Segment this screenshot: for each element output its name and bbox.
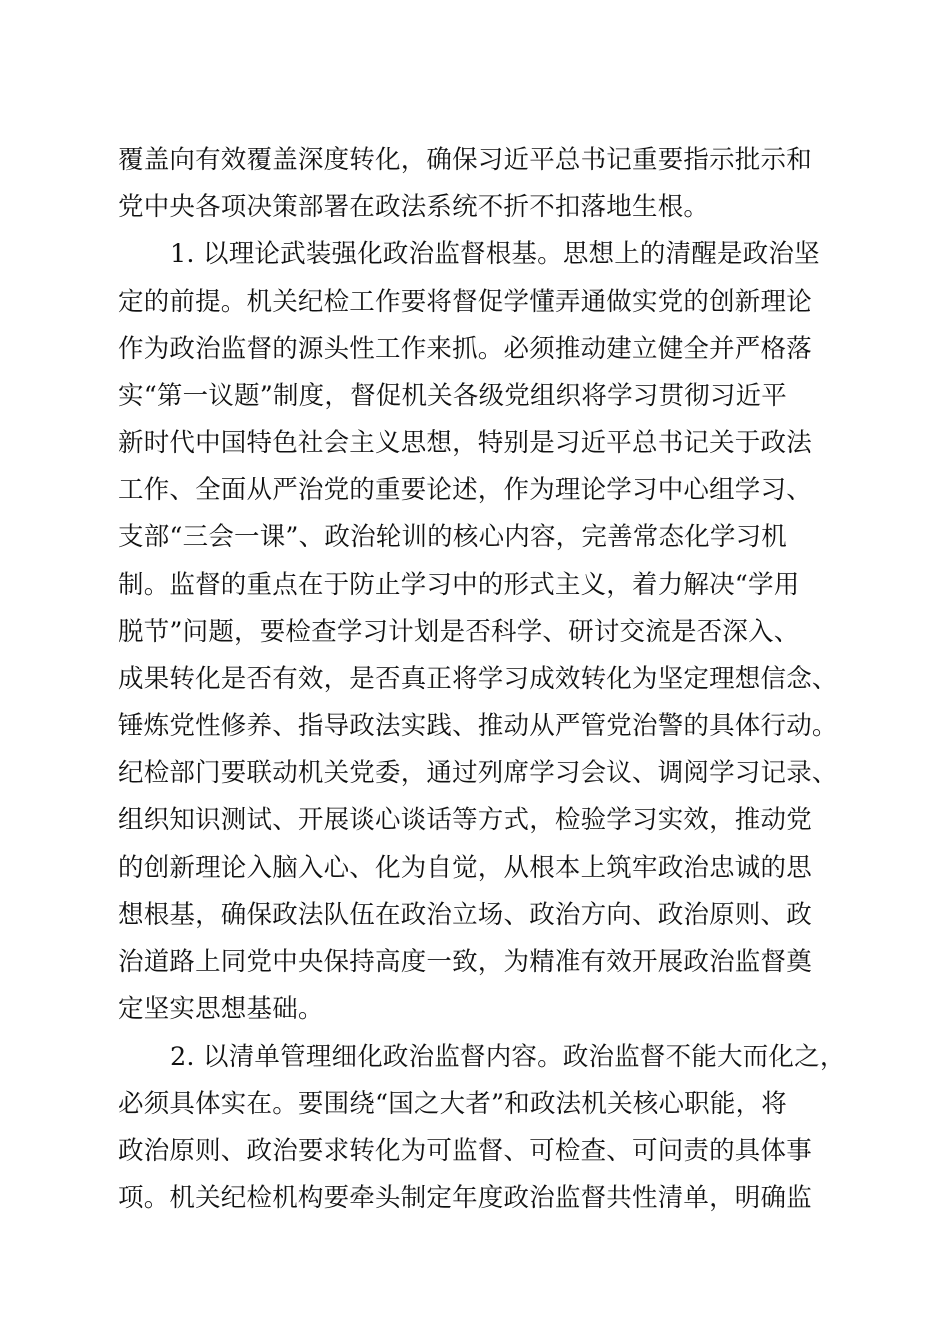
paragraph-2-start: 2. 以清单管理细化政治监督内容。政治监督不能大而化之， bbox=[170, 1042, 846, 1072]
text-line: 锤炼党性修养、指导政法实践、推动从严管党治警的具体行动。 bbox=[118, 711, 838, 741]
text-line: 政治原则、政治要求转化为可监督、可检查、可问责的具体事 bbox=[118, 1136, 812, 1166]
text-line: 的创新理论入脑入心、化为自觉，从根本上筑牢政治忠诚的思 bbox=[118, 853, 812, 883]
text-line: 支部“三会一课”、政治轮训的核心内容，完善常态化学习机 bbox=[118, 522, 787, 552]
text-line: 制。监督的重点在于防止学习中的形式主义，着力解决“学用 bbox=[118, 570, 800, 600]
text-line: 组织知识测试、开展谈心谈话等方式，检验学习实效，推动党 bbox=[118, 805, 812, 835]
text-line: 工作、全面从严治党的重要论述，作为理论学习中心组学习、 bbox=[118, 475, 812, 505]
text-line: 覆盖向有效覆盖深度转化，确保习近平总书记重要指示批示和 bbox=[118, 145, 812, 175]
text-line: 纪检部门要联动机关党委，通过列席学习会议、调阅学习记录、 bbox=[118, 758, 838, 788]
text-line: 项。机关纪检机构要牵头制定年度政治监督共性清单，明确监 bbox=[118, 1183, 812, 1213]
text-line: 治道路上同党中央保持高度一致，为精准有效开展政治监督奠 bbox=[118, 947, 812, 977]
text-line: 新时代中国特色社会主义思想，特别是习近平总书记关于政法 bbox=[118, 428, 812, 458]
text-line: 必须具体实在。要围绕“国之大者”和政法机关核心职能，将 bbox=[118, 1089, 787, 1119]
text-line: 定坚实思想基础。 bbox=[118, 994, 324, 1024]
text-line: 实“第一议题”制度，督促机关各级党组织将学习贯彻习近平 bbox=[118, 381, 787, 411]
text-line: 作为政治监督的源头性工作来抓。必须推动建立健全并严格落 bbox=[118, 334, 812, 364]
text-line: 想根基，确保政法队伍在政治立场、政治方向、政治原则、政 bbox=[118, 900, 812, 930]
text-line: 定的前提。机关纪检工作要将督促学懂弄通做实党的创新理论 bbox=[118, 287, 812, 317]
paragraph-1-start: 1. 以理论武装强化政治监督根基。思想上的清醒是政治坚 bbox=[170, 239, 820, 269]
text-line: 成果转化是否有效，是否真正将学习成效转化为坚定理想信念、 bbox=[118, 664, 838, 694]
text-line: 脱节”问题，要检查学习计划是否科学、研讨交流是否深入、 bbox=[118, 617, 800, 647]
text-line: 党中央各项决策部署在政法系统不折不扣落地生根。 bbox=[118, 192, 710, 222]
